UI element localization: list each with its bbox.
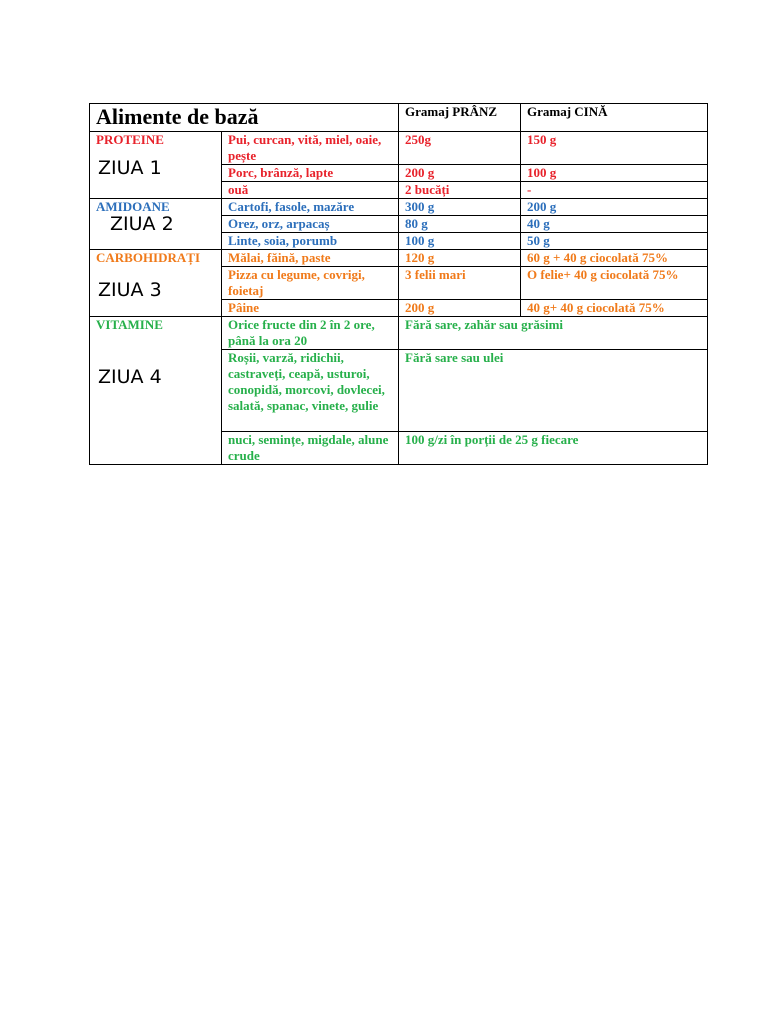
diet-table: [89, 103, 708, 465]
table-title: Alimente de bază: [90, 104, 399, 132]
pranz-cell: 100 g: [399, 233, 521, 250]
food-cell: Linte, soia, porumb: [222, 233, 399, 250]
pranz-cell: 3 felii mari: [399, 267, 521, 300]
table-row: [90, 132, 708, 165]
pranz-cell: 300 g: [399, 199, 521, 216]
note-cell: 100 g/zi în porții de 25 g fiecare: [399, 432, 708, 465]
header-row: [90, 104, 708, 132]
category-carbohidrati: [90, 250, 222, 317]
cina-cell: 100 g: [521, 165, 708, 182]
food-cell: Mălai, făină, paste: [222, 250, 399, 267]
cina-cell: O felie+ 40 g ciocolată 75%: [521, 267, 708, 300]
pranz-cell: 200 g: [399, 300, 521, 317]
category-label: VITAMINE: [96, 317, 163, 332]
cina-cell: 50 g: [521, 233, 708, 250]
day-label: ZIUA 2: [110, 213, 174, 235]
food-cell: Roșii, varză, ridichii, castraveți, ceapă, usturoi, conopidă, morcovi, dovlecei, salată, spanac, vinete, gulie: [222, 350, 399, 432]
cina-cell: -: [521, 182, 708, 199]
food-cell: Orez, orz, arpacaș: [222, 216, 399, 233]
food-cell: Pui, curcan, vită, miel, oaie, pește: [222, 132, 399, 165]
food-cell: Cartofi, fasole, mazăre: [222, 199, 399, 216]
cina-cell: 60 g + 40 g ciocolată 75%: [521, 250, 708, 267]
cina-cell: 200 g: [521, 199, 708, 216]
food-cell: Orice fructe din 2 în 2 ore, până la ora 20: [222, 317, 399, 350]
day-label: ZIUA 1: [98, 157, 162, 179]
cina-cell: 40 g: [521, 216, 708, 233]
cina-cell: 40 g+ 40 g ciocolată 75%: [521, 300, 708, 317]
pranz-cell: 80 g: [399, 216, 521, 233]
category-label: AMIDOANE: [96, 199, 170, 214]
category-vitamine: [90, 317, 222, 465]
note-cell: Fără sare, zahăr sau grăsimi: [399, 317, 708, 350]
pranz-cell: 200 g: [399, 165, 521, 182]
food-cell: Porc, brânză, lapte: [222, 165, 399, 182]
note-cell: Fără sare sau ulei: [399, 350, 708, 432]
food-cell: Pâine: [222, 300, 399, 317]
header-pranz: Gramaj PRÂNZ: [399, 104, 521, 132]
table-row: [90, 199, 708, 216]
category-proteine: [90, 132, 222, 199]
table-row: [90, 250, 708, 267]
pranz-cell: 2 bucăți: [399, 182, 521, 199]
header-cina: Gramaj CINĂ: [521, 104, 708, 132]
food-cell: Pizza cu legume, covrigi, foietaj: [222, 267, 399, 300]
category-label: PROTEINE: [96, 132, 164, 147]
pranz-cell: 120 g: [399, 250, 521, 267]
pranz-cell: 250g: [399, 132, 521, 165]
food-cell: nuci, semințe, migdale, alune crude: [222, 432, 399, 465]
category-amidoane: [90, 199, 222, 250]
table-row: [90, 317, 708, 350]
cina-cell: 150 g: [521, 132, 708, 165]
category-label: CARBOHIDRAȚI: [96, 250, 201, 265]
food-cell: ouă: [222, 182, 399, 199]
day-label: ZIUA 4: [98, 366, 162, 388]
day-label: ZIUA 3: [98, 279, 162, 301]
